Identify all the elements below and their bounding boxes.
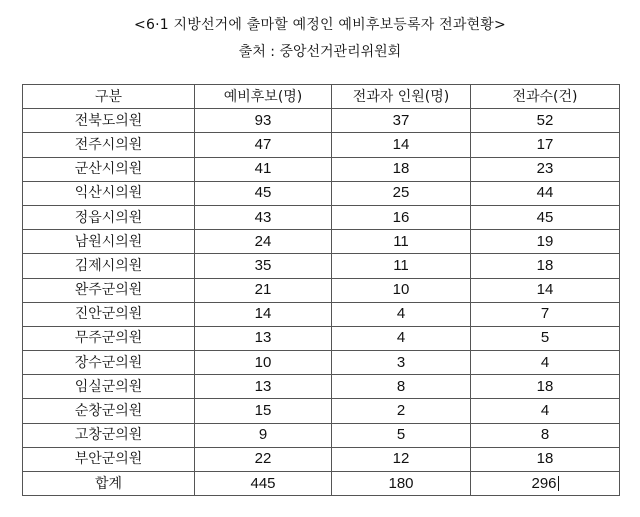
row-candidates: 43 (195, 205, 332, 229)
row-candidates: 13 (195, 326, 332, 350)
table-row (23, 230, 620, 254)
row-convictions: 8 (471, 423, 620, 447)
table-row (23, 205, 620, 229)
row-convicts: 16 (332, 205, 471, 229)
row-name: 순창군의원 (23, 399, 195, 423)
header-category: 구분 (23, 85, 195, 109)
row-name: 임실군의원 (23, 375, 195, 399)
row-candidates: 45 (195, 181, 332, 205)
row-convicts: 10 (332, 278, 471, 302)
table-row (23, 423, 620, 447)
table-row (23, 109, 620, 133)
row-convicts: 14 (332, 133, 471, 157)
row-candidates: 35 (195, 254, 332, 278)
row-convicts: 5 (332, 423, 471, 447)
row-convicts: 18 (332, 157, 471, 181)
total-candidates: 445 (195, 472, 332, 496)
row-name: 전북도의원 (23, 109, 195, 133)
table-row (23, 157, 620, 181)
row-convicts: 12 (332, 447, 471, 471)
row-convicts: 37 (332, 109, 471, 133)
table-row (23, 351, 620, 375)
total-label: 합계 (23, 472, 195, 496)
row-name: 김제시의원 (23, 254, 195, 278)
table-row (23, 399, 620, 423)
row-candidates: 21 (195, 278, 332, 302)
row-candidates: 41 (195, 157, 332, 181)
row-convictions: 45 (471, 205, 620, 229)
row-convicts: 25 (332, 181, 471, 205)
row-candidates: 15 (195, 399, 332, 423)
row-name: 남원시의원 (23, 230, 195, 254)
row-name: 부안군의원 (23, 447, 195, 471)
row-convictions: 14 (471, 278, 620, 302)
total-convictions: 296 (531, 474, 557, 492)
table-body (23, 109, 620, 472)
row-candidates: 22 (195, 447, 332, 471)
total-convictions-cell[interactable] (471, 472, 620, 496)
row-name: 고창군의원 (23, 423, 195, 447)
row-convictions: 4 (471, 351, 620, 375)
row-convictions: 52 (471, 109, 620, 133)
row-candidates: 14 (195, 302, 332, 326)
row-name: 정읍시의원 (23, 205, 195, 229)
table-row (23, 447, 620, 471)
row-candidates: 9 (195, 423, 332, 447)
row-convicts: 11 (332, 254, 471, 278)
row-name: 전주시의원 (23, 133, 195, 157)
row-convictions: 18 (471, 447, 620, 471)
row-convictions: 17 (471, 133, 620, 157)
row-name: 장수군의원 (23, 351, 195, 375)
table-row (23, 133, 620, 157)
row-convicts: 4 (332, 302, 471, 326)
row-convictions: 7 (471, 302, 620, 326)
row-convictions: 18 (471, 375, 620, 399)
row-candidates: 10 (195, 351, 332, 375)
table-row (23, 181, 620, 205)
row-convictions: 5 (471, 326, 620, 350)
row-name: 익산시의원 (23, 181, 195, 205)
row-candidates: 24 (195, 230, 332, 254)
row-convictions: 4 (471, 399, 620, 423)
row-name: 진안군의원 (23, 302, 195, 326)
table-row (23, 302, 620, 326)
row-convictions: 44 (471, 181, 620, 205)
row-convictions: 18 (471, 254, 620, 278)
row-candidates: 13 (195, 375, 332, 399)
header-convicts: 전과자 인원(명) (332, 85, 471, 109)
table-row (23, 326, 620, 350)
row-convictions: 23 (471, 157, 620, 181)
row-convicts: 3 (332, 351, 471, 375)
row-convicts: 2 (332, 399, 471, 423)
row-convicts: 4 (332, 326, 471, 350)
text-cursor (558, 476, 559, 491)
table-row (23, 375, 620, 399)
table-row (23, 254, 620, 278)
header-convictions: 전과수(건) (471, 85, 620, 109)
total-convicts: 180 (332, 472, 471, 496)
row-convicts: 8 (332, 375, 471, 399)
criminal-record-table (22, 84, 620, 496)
row-name: 군산시의원 (23, 157, 195, 181)
row-convicts: 11 (332, 230, 471, 254)
row-candidates: 93 (195, 109, 332, 133)
header-candidates: 예비후보(명) (195, 85, 332, 109)
table-title: <6·1 지방선거에 출마할 예정인 예비후보등록자 전과현황> (134, 17, 506, 33)
source-note: 출처 : 중앙선거관리위원회 (238, 44, 402, 60)
row-convictions: 19 (471, 230, 620, 254)
row-name: 무주군의원 (23, 326, 195, 350)
row-candidates: 47 (195, 133, 332, 157)
total-row (23, 472, 620, 496)
table-row (23, 278, 620, 302)
table-header-row (23, 85, 620, 109)
row-name: 완주군의원 (23, 278, 195, 302)
